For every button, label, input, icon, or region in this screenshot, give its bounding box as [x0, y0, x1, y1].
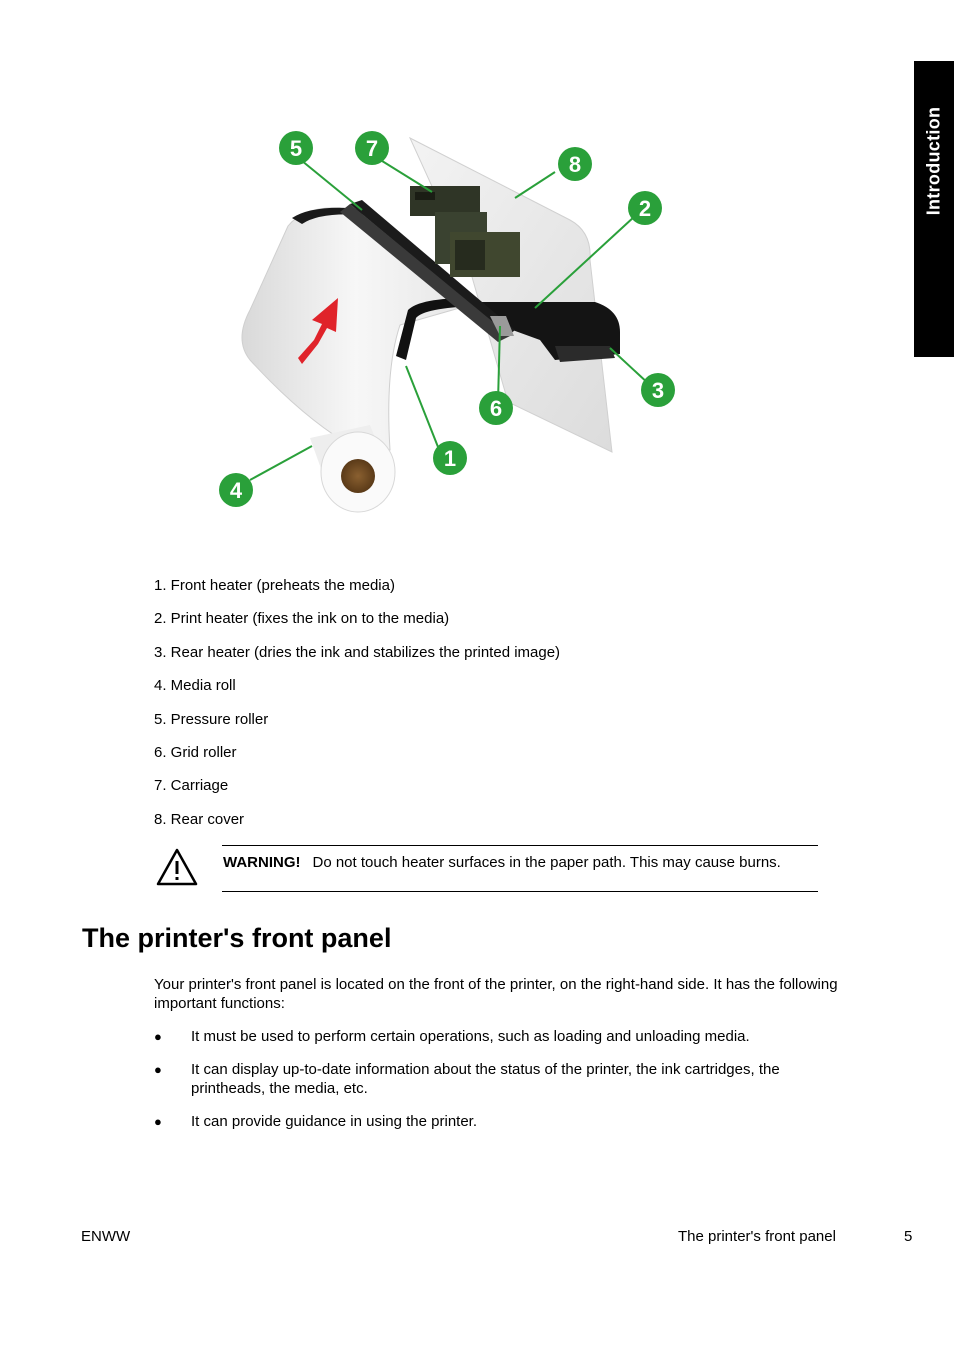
svg-text:7: 7: [365, 136, 379, 161]
list-item: 4. Media roll: [154, 677, 236, 695]
warning-message: [223, 854, 781, 872]
svg-text:1: 1: [443, 446, 457, 471]
footer-section-title: The printer's front panel: [678, 1228, 836, 1245]
intro-paragraph: Your printer's front panel is located on the front of the printer, on the right-hand side. It has the following important functions:: [154, 976, 838, 1012]
list-item: [154, 1112, 854, 1131]
list-item: 5. Pressure roller: [154, 710, 269, 728]
bullet-icon: ●: [154, 1062, 162, 1077]
list-item: 2. Print heater (fixes the ink on to the media): [154, 610, 450, 628]
callout-6: [479, 391, 513, 425]
bullet-text: It can display up-to-date information about the status of the printer, the ink cartridges, the printheads, the media, etc.: [191, 1061, 780, 1097]
bullet-icon: ●: [154, 1114, 162, 1129]
bullet-text: It must be used to perform certain operations, such as loading and unloading media.: [191, 1028, 750, 1045]
callout-5: [279, 131, 313, 165]
callout-8: [558, 147, 592, 181]
bullet-text: It can provide guidance in using the printer.: [191, 1113, 478, 1130]
svg-text:6: 6: [489, 396, 503, 421]
callout-1: [433, 441, 467, 475]
callout-3: [641, 373, 675, 407]
callout-4: [219, 473, 253, 507]
list-item: 1. Front heater (preheats the media): [154, 577, 395, 594]
section-title: The printer's front panel: [82, 923, 392, 953]
callout-2: [628, 191, 662, 225]
warning-triangle-icon: [156, 848, 198, 886]
svg-text:3: 3: [651, 378, 665, 403]
list-item: [154, 1027, 854, 1046]
list-item: 3. Rear heater (dries the ink and stabilizes the printed image): [154, 643, 561, 661]
footer-doc-code: ENWW: [81, 1228, 131, 1245]
bullet-icon: ●: [154, 1029, 162, 1044]
svg-text:8: 8: [568, 152, 582, 177]
svg-text:4: 4: [229, 478, 243, 503]
svg-text:5: 5: [289, 136, 303, 161]
warning-label: WARNING!: [223, 854, 301, 871]
parts-list: [154, 577, 560, 844]
chapter-tab-label: Introduction: [923, 106, 944, 216]
list-item: [154, 1060, 854, 1098]
function-list: [154, 1027, 854, 1145]
page-number: 5: [904, 1228, 913, 1245]
list-item: 7. Carriage: [154, 777, 229, 795]
warning-body: Do not touch heater surfaces in the paper path. This may cause burns.: [312, 854, 781, 871]
svg-text:2: 2: [638, 196, 652, 221]
list-item: 6. Grid roller: [154, 743, 237, 761]
printer-diagram: [210, 120, 690, 520]
warning-bottom-rule: [222, 891, 818, 892]
warning-top-rule: [222, 845, 818, 846]
list-item: 8. Rear cover: [154, 810, 245, 828]
chapter-tab: [914, 61, 954, 357]
callout-7: [355, 131, 389, 165]
